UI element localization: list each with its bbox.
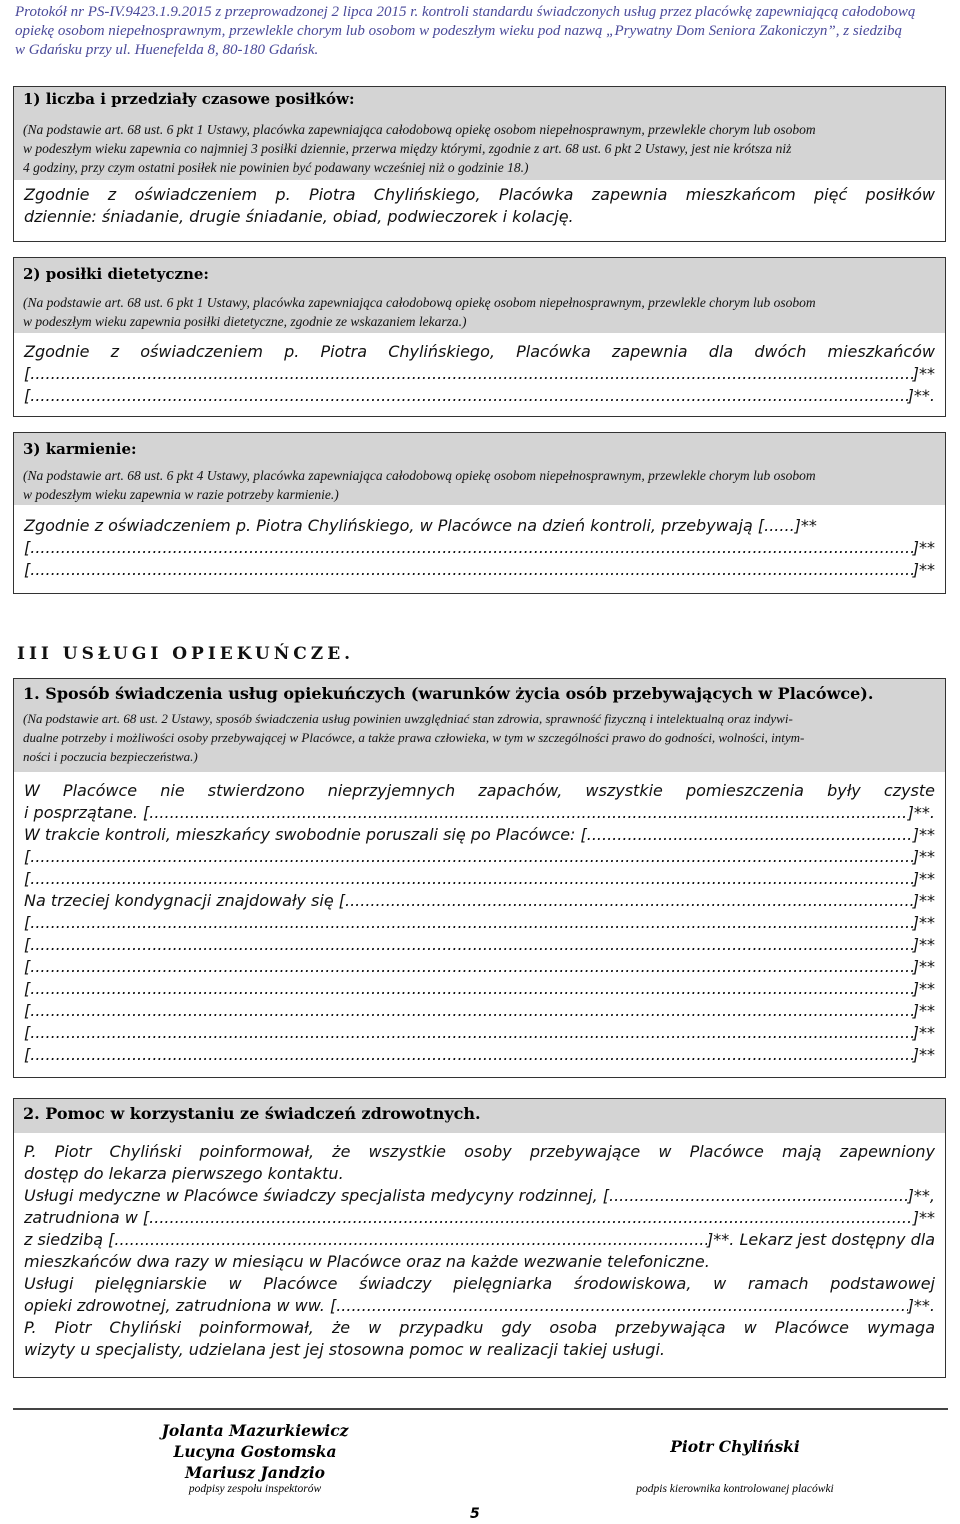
legal-note-line: (Na podstawie art. 68 ust. 6 pkt 1 Ustawy, placówka zapewniająca całodobową opiekę osobom niepełnosprawnym, przewlekle chorym lub osobom — [23, 295, 816, 310]
redacted-line: z siedzibą [ ..... ]**. Lekarz jest dostępny dla — [24, 1229, 935, 1251]
redacted-line: [ ..... ]** — [24, 868, 935, 890]
health-services-title: 2. Pomoc w korzystaniu ze świadczeń zdrowotnych. — [23, 1104, 481, 1123]
body-line: W Placówce nie stwierdzono nieprzyjemnych zapachów, wszystkie pomieszczenia były czyste — [24, 781, 935, 800]
inspector-name: Lucyna Gostomska — [173, 1442, 337, 1461]
redacted-line: [ ..... ]**. — [24, 385, 935, 407]
legal-note-line: w podeszłym wieku zapewnia co najmniej 3 posiłki dziennie, przerwa między którymi, zgodnie z art. 68 ust. 6 pkt 2 Ustawy, jest nie krótsza niż — [23, 141, 792, 156]
redacted-line: Na trzeciej kondygnacji znajdowały się [ ..... ]** — [24, 890, 935, 912]
health-services-body — [14, 1133, 945, 1367]
redacted-line: [ ..... ]** — [24, 934, 935, 956]
feeding-section-body — [14, 505, 945, 587]
redacted-line: Usługi medyczne w Placówce świadczy specjalista medycyny rodzinnej, [ ..... ]**, — [24, 1185, 935, 1207]
meals-section-body — [14, 180, 945, 234]
manager-caption: podpis kierownika kontrolowanej placówki — [636, 1483, 834, 1495]
care-services-title: 1. Sposób świadczenia usług opiekuńczych (warunków życia osób przebywających w Placówce). — [23, 684, 874, 703]
legal-note-line: dualne potrzeby i możliwości osoby przebywającej w Placówce, a także prawa człowieka, w tym w szczególności prawo do godności, wolności, intym- — [23, 730, 805, 745]
legal-note-line: w podeszłym wieku zapewnia w razie potrzeby karmienie.) — [23, 487, 339, 502]
manager-signature-block — [610, 1436, 860, 1457]
body-line: Zgodnie z oświadczeniem p. Piotra Chylińskiego, Placówka zapewnia dla dwóch mieszkańców — [24, 342, 935, 361]
redacted-line: [ ..... ]** — [24, 912, 935, 934]
redacted-line: [ ..... ]** — [24, 956, 935, 978]
health-services-box — [13, 1098, 946, 1378]
redacted-line: [ ..... ]** — [24, 1044, 935, 1066]
redacted-line: [ ..... ]** — [24, 846, 935, 868]
diet-meals-section-box — [13, 257, 946, 417]
redacted-line: [ ..... ]** — [24, 363, 935, 385]
care-services-box — [13, 678, 946, 1078]
meals-section-box — [13, 86, 946, 242]
page-number: 5 — [470, 1506, 480, 1522]
redacted-line: [ ..... ]** — [24, 537, 935, 559]
body-line: P. Piotr Chyliński poinformował, że w przypadku gdy osoba przebywająca w Placówce wymaga — [24, 1318, 935, 1337]
redacted-line: zatrudniona w [ ..... ]** — [24, 1207, 935, 1229]
footer-divider — [13, 1408, 948, 1410]
body-line: dziennie: śniadanie, drugie śniadanie, obiad, podwieczorek i kolację. — [24, 207, 574, 226]
inspector-name: Jolanta Mazurkiewicz — [161, 1421, 349, 1440]
body-line: Zgodnie z oświadczeniem p. Piotra Chylińskiego, Placówka zapewnia mieszkańcom pięć posiłków — [24, 185, 935, 204]
inspector-name: Mariusz Jandzio — [185, 1463, 325, 1482]
care-services-header — [14, 679, 945, 772]
feeding-section-title: 3) karmienie: — [23, 440, 137, 458]
diet-meals-section-header — [14, 258, 945, 333]
redacted-line: [ ..... ]** — [24, 978, 935, 1000]
care-services-body — [14, 772, 945, 1072]
body-line: P. Piotr Chyliński poinformował, że wszystkie osoby przebywające w Placówce mają zapewniony — [24, 1142, 935, 1161]
body-line: mieszkańców dwa razy w miesiącu w Placówce oraz na każde wezwanie telefoniczne. — [24, 1252, 710, 1271]
inspectors-signature-block — [140, 1420, 370, 1483]
feeding-section-box — [13, 432, 946, 594]
body-line: dostęp do lekarza pierwszego kontaktu. — [24, 1164, 344, 1183]
header-line: w Gdańsku przy ul. Huenefelda 8, 80-180 Gdańsk. — [15, 42, 319, 58]
document-header — [15, 0, 950, 60]
legal-note-line: (Na podstawie art. 68 ust. 6 pkt 1 Ustawy, placówka zapewniająca całodobową opiekę osobom niepełnosprawnym, przewlekle chorym lub osobom — [23, 122, 816, 137]
legal-note-line: w podeszłym wieku zapewnia posiłki dietetyczne, zgodnie ze wskazaniem lekarza.) — [23, 314, 467, 329]
meals-section-header — [14, 87, 945, 180]
redacted-line: [ ..... ]** — [24, 1000, 935, 1022]
feeding-section-header — [14, 433, 945, 505]
redacted-line: [ ..... ]** — [24, 1022, 935, 1044]
header-line: opiekę osobom niepełnosprawnym, przewlekle chorym lub osobom w podeszłym wieku pod nazwą „Prywatny Dom Seniora Zakoniczyn”, z siedzibą — [15, 23, 902, 39]
health-services-header — [14, 1099, 945, 1133]
header-line: Protokół nr PS-IV.9423.1.9.2015 z przeprowadzonej 2 lipca 2015 r. kontroli standardu świadczonych usług przez placówkę zapewniającą całodobową — [15, 4, 916, 20]
legal-note-line: ności i poczucia bezpieczeństwa.) — [23, 749, 198, 764]
manager-name: Piotr Chyliński — [670, 1437, 800, 1456]
section-heading-care-services: III USŁUGI OPIEKUŃCZE. — [17, 644, 355, 664]
legal-note-line: (Na podstawie art. 68 ust. 6 pkt 4 Ustawy, placówka zapewniająca całodobową opiekę osobom niepełnosprawnym, przewlekle chorym lub osobom — [23, 468, 816, 483]
redacted-line: [ ..... ]** — [24, 559, 935, 581]
body-line: Zgodnie z oświadczeniem p. Piotra Chylińskiego, w Placówce na dzień kontroli, przebywają [......]** — [24, 516, 817, 535]
body-line: Usługi pielęgniarskie w Placówce świadczy pielęgniarka środowiskowa, w ramach podstawowej — [24, 1274, 935, 1293]
redacted-line: W trakcie kontroli, mieszkańcy swobodnie poruszali się po Placówce: [ ..... ]** — [24, 824, 935, 846]
diet-meals-section-body — [14, 333, 945, 413]
inspectors-caption: podpisy zespołu inspektorów — [188, 1483, 322, 1495]
body-line: wizyty u specjalisty, udzielana jest jej stosowna pomoc w realizacji takiej usługi. — [24, 1340, 665, 1359]
redacted-line: opieki zdrowotnej, zatrudniona w ww. [ ..... ]**. — [24, 1295, 935, 1317]
legal-note-line: 4 godziny, przy czym ostatni posiłek nie powinien być podawany wcześniej niż o godzinie 18.) — [23, 160, 529, 175]
diet-meals-section-title: 2) posiłki dietetyczne: — [23, 265, 209, 283]
legal-note-line: (Na podstawie art. 68 ust. 2 Ustawy, sposób świadczenia usług powinien uwzględniać stan zdrowia, sprawność fizyczną i intelektualną oraz indywi- — [23, 711, 793, 726]
redacted-line: i posprzątane. [ ..... ]**. — [24, 802, 935, 824]
meals-section-title: 1) liczba i przedziały czasowe posiłków: — [23, 90, 355, 108]
